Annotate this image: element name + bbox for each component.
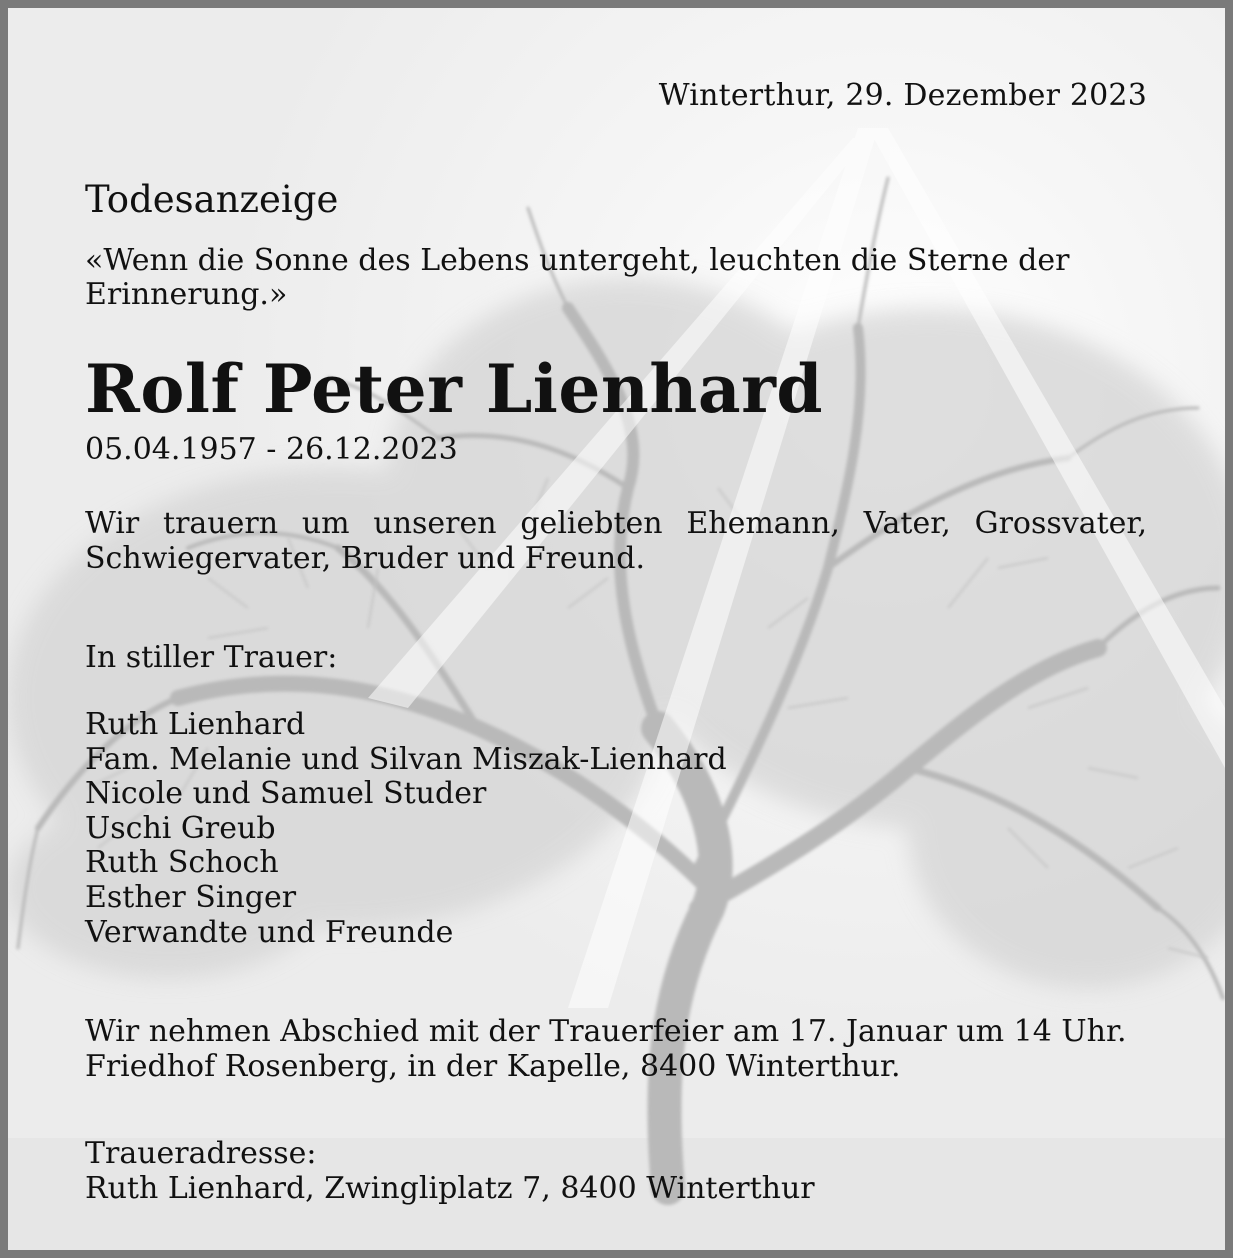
memorial-quote: «Wenn die Sonne des Lebens untergeht, leuchten die Sterne der Erinnerung.» [85,243,1070,312]
mourner-item: Ruth Lienhard [85,707,306,742]
mourner-item: Fam. Melanie und Silvan Miszak-Lienhard [85,741,727,777]
life-dates: 05.04.1957 - 26.12.2023 [85,432,458,467]
mourning-address: Ruth Lienhard, Zwingliplatz 7, 8400 Winterthur [85,1171,815,1206]
mourner-item: Nicole und Samuel Studer [85,776,487,812]
obituary-page [8,8,1225,1250]
mourning-text-line-2: Schwiegervater, Bruder und Freund. [85,541,645,576]
address-label: Traueradresse: [85,1136,317,1171]
mourner-item: Esther Singer [85,879,297,915]
obituary-content [8,8,1225,1250]
notice-heading: Todesanzeige [85,178,339,221]
deceased-name: Rolf Peter Lienhard [85,350,824,428]
mourners-list [85,708,727,950]
farewell-line-1: Wir nehmen Abschied mit der Trauerfeier am 17. Januar um 14 Uhr. [85,1014,1127,1049]
farewell-line-2: Friedhof Rosenberg, in der Kapelle, 8400 Winterthur. [85,1049,901,1084]
mourner-item: Uschi Greub [85,810,276,846]
mourning-text [85,506,1147,576]
mourners-label: In stiller Trauer: [85,640,338,675]
mourner-item: Ruth Schoch [85,845,279,881]
mourning-text-line-1: Wir trauern um unseren geliebten Ehemann, Vater, Grossvater, [85,506,1147,541]
mourner-item: Verwandte und Freunde [85,914,454,950]
place-date: Winterthur, 29. Dezember 2023 [658,78,1147,113]
farewell-notice [85,1014,1127,1084]
